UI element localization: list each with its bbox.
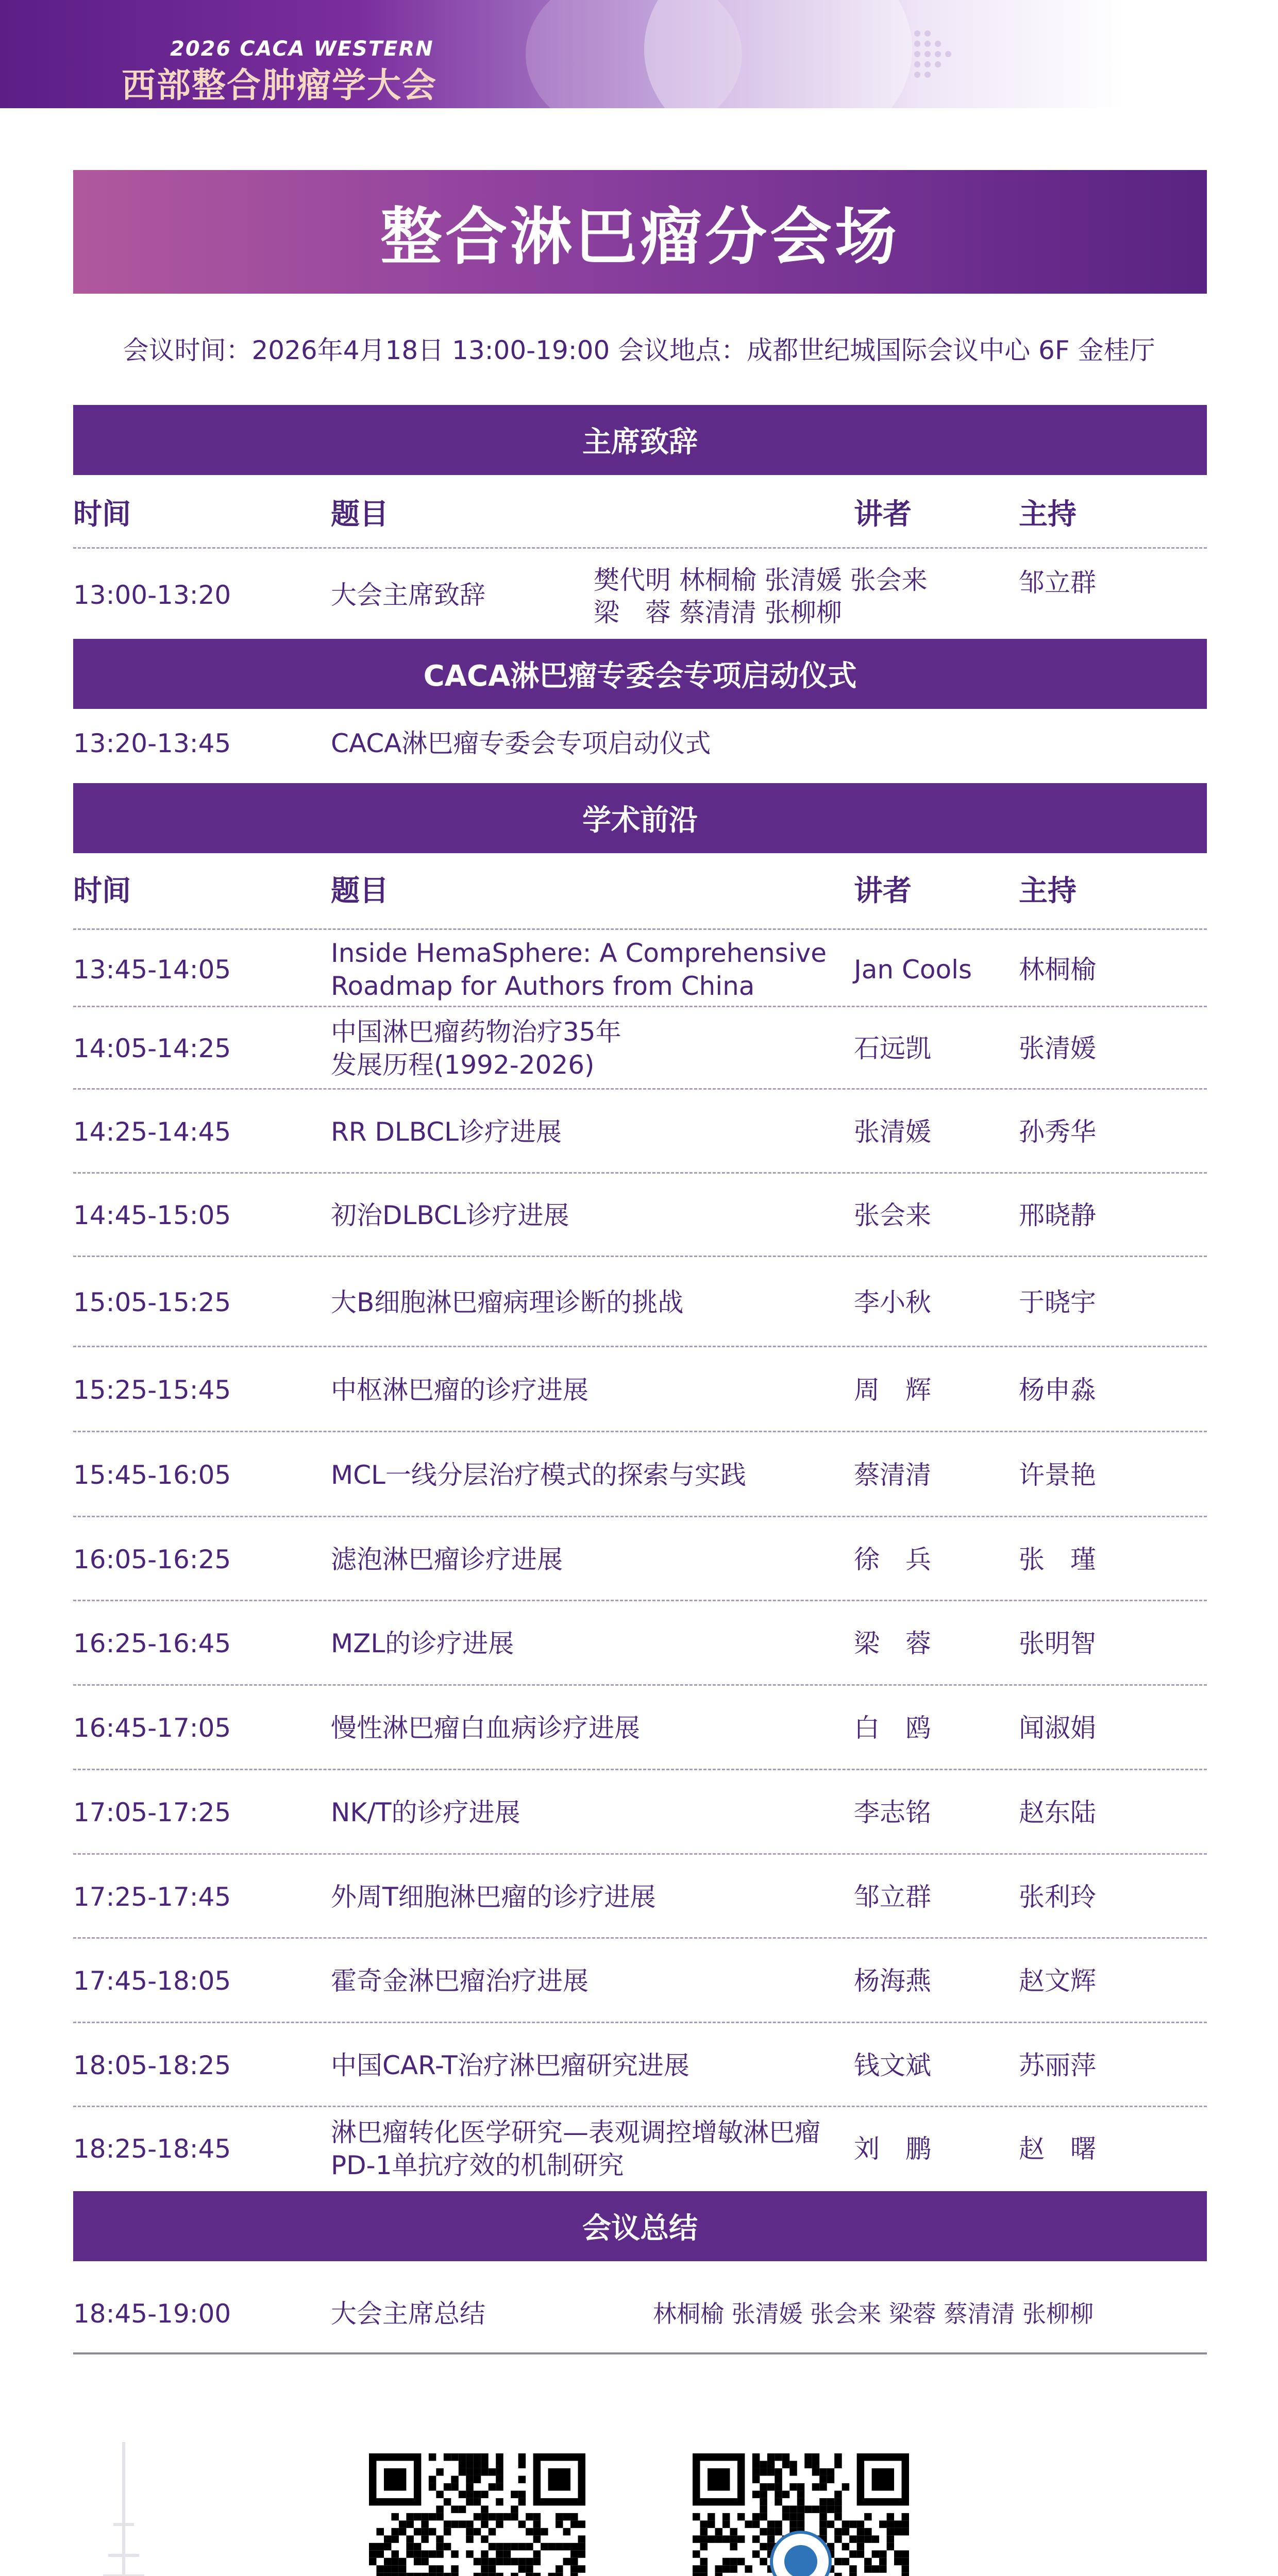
row-host: 邢晓静 [1019,1200,1096,1230]
row-topic: 霍奇金淋巴瘤治疗进展 [331,1966,588,1996]
row-speaker: 李小秋 [854,1287,931,1317]
col-topic: 题目 [331,498,389,531]
column-header-row [73,489,1207,549]
dot-arrow-icon [912,26,974,82]
row-time: 13:00-13:20 [73,580,231,610]
row-topic: Inside HemaSphere: A Comprehensive [331,938,827,968]
row-speaker: 张清媛 [854,1117,931,1147]
row-time: 15:05-15:25 [73,1287,231,1317]
row-topic: 慢性淋巴瘤白血病诊疗进展 [331,1713,640,1743]
table-row [73,1174,1207,1257]
column-header-row [73,866,1207,930]
row-speakers: 樊代明 林桐榆 张清媛 张会来 [594,565,928,595]
row-host: 张利玲 [1019,1882,1096,1912]
row-speaker: 邹立群 [854,1882,931,1912]
row-time: 14:25-14:45 [73,1117,231,1147]
row-host: 张明智 [1019,1629,1096,1658]
row-topic: 大B细胞淋巴瘤病理诊断的挑战 [331,1287,684,1317]
row-topic: 大会主席致辞 [331,580,485,610]
row-topic: 初治DLBCL诊疗进展 [331,1200,569,1230]
row-time: 14:05-14:25 [73,1033,231,1063]
row-speaker: 李志铭 [854,1798,931,1827]
col-host: 主持 [1019,498,1077,531]
table-row [73,2023,1207,2107]
row-time: 17:25-17:45 [73,1882,231,1912]
col-speaker: 讲者 [854,498,912,531]
table-row [73,2107,1207,2191]
section-header-launch: CACA淋巴瘤专委会专项启动仪式 [73,639,1207,709]
brand-english: 2026 CACA WESTERN [170,37,434,61]
col-speaker: 讲者 [854,874,912,908]
row-speaker: 刘 鹏 [854,2134,931,2164]
section-header-opening: 主席致辞 [73,405,1207,475]
row-topic: 淋巴瘤转化医学研究—表观调控增敏淋巴瘤 [331,2117,820,2147]
row-time: 18:45-19:00 [73,2299,231,2329]
row-topic-line2: 发展历程(1992-2026) [331,1050,595,1080]
row-host: 杨申淼 [1019,1375,1096,1405]
row-time: 13:20-13:45 [73,728,231,758]
row-time: 14:45-15:05 [73,1200,231,1230]
row-host: 苏丽萍 [1019,2050,1096,2080]
page-title: 整合淋巴瘤分会场 [380,201,900,273]
title-banner [73,170,1207,294]
row-host: 张 瑾 [1019,1545,1096,1574]
col-time: 时间 [73,498,131,531]
row-time: 16:25-16:45 [73,1629,231,1658]
row-host: 于晓宇 [1019,1287,1096,1317]
row-host: 赵东陆 [1019,1798,1096,1827]
table-row [73,1517,1207,1601]
meeting-info: 会议时间：2026年4月18日 13:00-19:00 会议地点：成都世纪城国际会议中心 6F 金桂厅 [123,335,1155,365]
row-speaker: Jan Cools [854,955,972,985]
banner-decoration [644,0,912,108]
row-speaker: 蔡清清 [854,1460,931,1490]
row-time: 16:45-17:05 [73,1713,231,1743]
row-topic: RR DLBCL诊疗进展 [331,1117,562,1147]
row-speakers: 林桐榆 张清媛 张会来 梁蓉 蔡清清 张柳柳 [653,2300,1094,2328]
row-host: 闻淑娟 [1019,1713,1096,1743]
row-host: 林桐榆 [1019,955,1096,985]
row-topic: NK/T的诊疗进展 [331,1798,520,1827]
row-speaker: 杨海燕 [854,1966,931,1996]
table-row [73,931,1207,1007]
row-speaker: 钱文斌 [854,2050,931,2080]
row-host: 邹立群 [1019,568,1096,598]
header-banner [0,0,1278,108]
table-row [73,1007,1207,1090]
table-row [73,1347,1207,1432]
row-time: 15:45-16:05 [73,1460,231,1490]
table-row [73,1770,1207,1855]
row-time: 15:25-15:45 [73,1375,231,1405]
row-host: 赵 曙 [1019,2134,1096,2164]
col-time: 时间 [73,874,131,908]
row-speaker: 周 辉 [854,1375,931,1405]
row-host: 孙秀华 [1019,1117,1096,1147]
col-topic: 题目 [331,874,389,908]
row-time: 17:45-18:05 [73,1966,231,1996]
row-topic: 滤泡淋巴瘤诊疗进展 [331,1545,563,1574]
row-speakers: 梁 蓉 蔡清清 张柳柳 [594,598,842,628]
qr-code-caca-app[interactable] [693,2453,909,2576]
table-row [73,1855,1207,1939]
col-host: 主持 [1019,874,1077,908]
table-row [73,1686,1207,1770]
row-speaker: 徐 兵 [854,1545,931,1574]
row-time: 13:45-14:05 [73,955,231,985]
row-speaker: 石远凯 [854,1033,931,1063]
city-skyline-illustration [0,2421,464,2576]
table-row [73,562,1207,634]
table-row [73,1432,1207,1517]
row-topic: 中国CAR-T治疗淋巴瘤研究进展 [331,2050,690,2080]
row-topic: MZL的诊疗进展 [331,1629,514,1658]
row-topic: MCL一线分层治疗模式的探索与实践 [331,1460,746,1490]
row-host: 张清媛 [1019,1033,1096,1063]
row-time: 18:05-18:25 [73,2050,231,2080]
table-row [73,1257,1207,1347]
row-topic: 大会主席总结 [331,2299,485,2329]
table-row [73,1601,1207,1686]
row-host: 许景艳 [1019,1460,1096,1490]
table-row [73,1090,1207,1174]
table-row [73,717,1207,774]
row-speaker: 白 鸥 [854,1713,931,1743]
row-topic: 外周T细胞淋巴瘤的诊疗进展 [331,1882,656,1912]
section-header-summary: 会议总结 [73,2191,1207,2261]
row-host: 赵文辉 [1019,1966,1096,1996]
row-topic: CACA淋巴瘤专委会专项启动仪式 [331,728,711,758]
row-speaker: 梁 蓉 [854,1629,931,1658]
table-row [73,2272,1207,2354]
section-header-academic: 学术前沿 [73,783,1207,853]
row-time: 17:05-17:25 [73,1798,231,1827]
row-topic-line2: PD-1单抗疗效的机制研究 [331,2150,624,2180]
table-row [73,1939,1207,2023]
row-time: 18:25-18:45 [73,2134,231,2164]
row-speaker: 张会来 [854,1200,931,1230]
row-topic: 中枢淋巴瘤的诊疗进展 [331,1375,588,1405]
row-topic: 中国淋巴瘤药物治疗35年 [331,1017,621,1047]
row-time: 16:05-16:25 [73,1545,231,1574]
brand-chinese: 西部整合肿瘤学大会 [122,65,437,105]
row-topic-line2: Roadmap for Authors from China [331,971,755,1001]
